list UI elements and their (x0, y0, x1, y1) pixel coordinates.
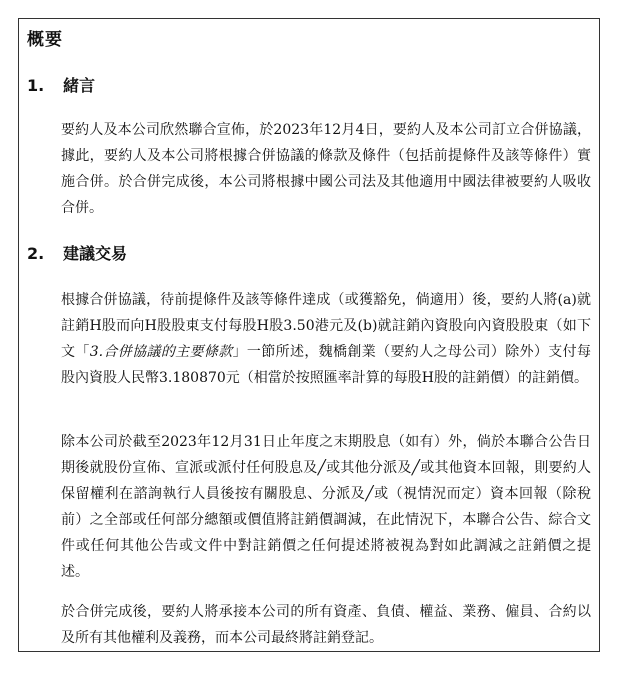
paragraph-text: 根據合併協議，待前提條件及該等條件達成（或獲豁免，倘適用）後，要約人將(a)就註銷H股而向H股股東支付每股H股3.50港元及(b)就註銷內資股向內資股股東（如下文「 (61, 292, 591, 360)
paragraph (61, 287, 591, 391)
paragraph: 除本公司於截至2023年12月31日止年度之末期股息（如有）外，倘於本聯合公告日期後就股份宣佈、宣派或派付任何股息及╱或其他分派及╱或其他資本回報，則要約人保留權利在諮詢執行人員後按有關股息、分派及╱或（視情況而定）資本回報（除稅前）之全部或任何部分總額或價值將註銷價調減，在此情況下，本聯合公告、綜合文件或任何其他公告或文件中對註銷價之任何提述將被視為對如此調減之註銷價之提述。 (61, 434, 591, 580)
section-title: 建議交易 (63, 244, 128, 263)
section-title: 緒言 (63, 76, 96, 95)
paragraph: 要約人及本公司欣然聯合宣佈，於2023年12月4日，要約人及本公司訂立合併協議，據此，要約人及本公司將根據合併協議的條款及條件（包括前提條件及該等條件）實施合併。於合併完成後，本公司將根據中國公司法及其他適用中國法律被要約人吸收合併。 (61, 122, 591, 216)
cross-reference: 3.合併協議的主要條款 (89, 344, 233, 360)
paragraph-text: 」一節所述，魏橋創業（要約人之母公司）除外）支付每股內資股人民幣3.180870元（相當於按照匯率計算的每股H股的註銷價）的註銷價。 (61, 344, 592, 386)
section-1-heading (27, 73, 95, 96)
section-number: 2. (27, 244, 45, 263)
summary-box (18, 18, 600, 652)
section-2-heading (27, 241, 127, 264)
paragraph: 於合併完成後，要約人將承接本公司的所有資產、負債、權益、業務、僱員、合約以及所有其他權利及義務，而本公司最終將註銷登記。 (61, 604, 591, 646)
summary-title: 概要 (27, 30, 63, 50)
section-number: 1. (27, 76, 45, 95)
